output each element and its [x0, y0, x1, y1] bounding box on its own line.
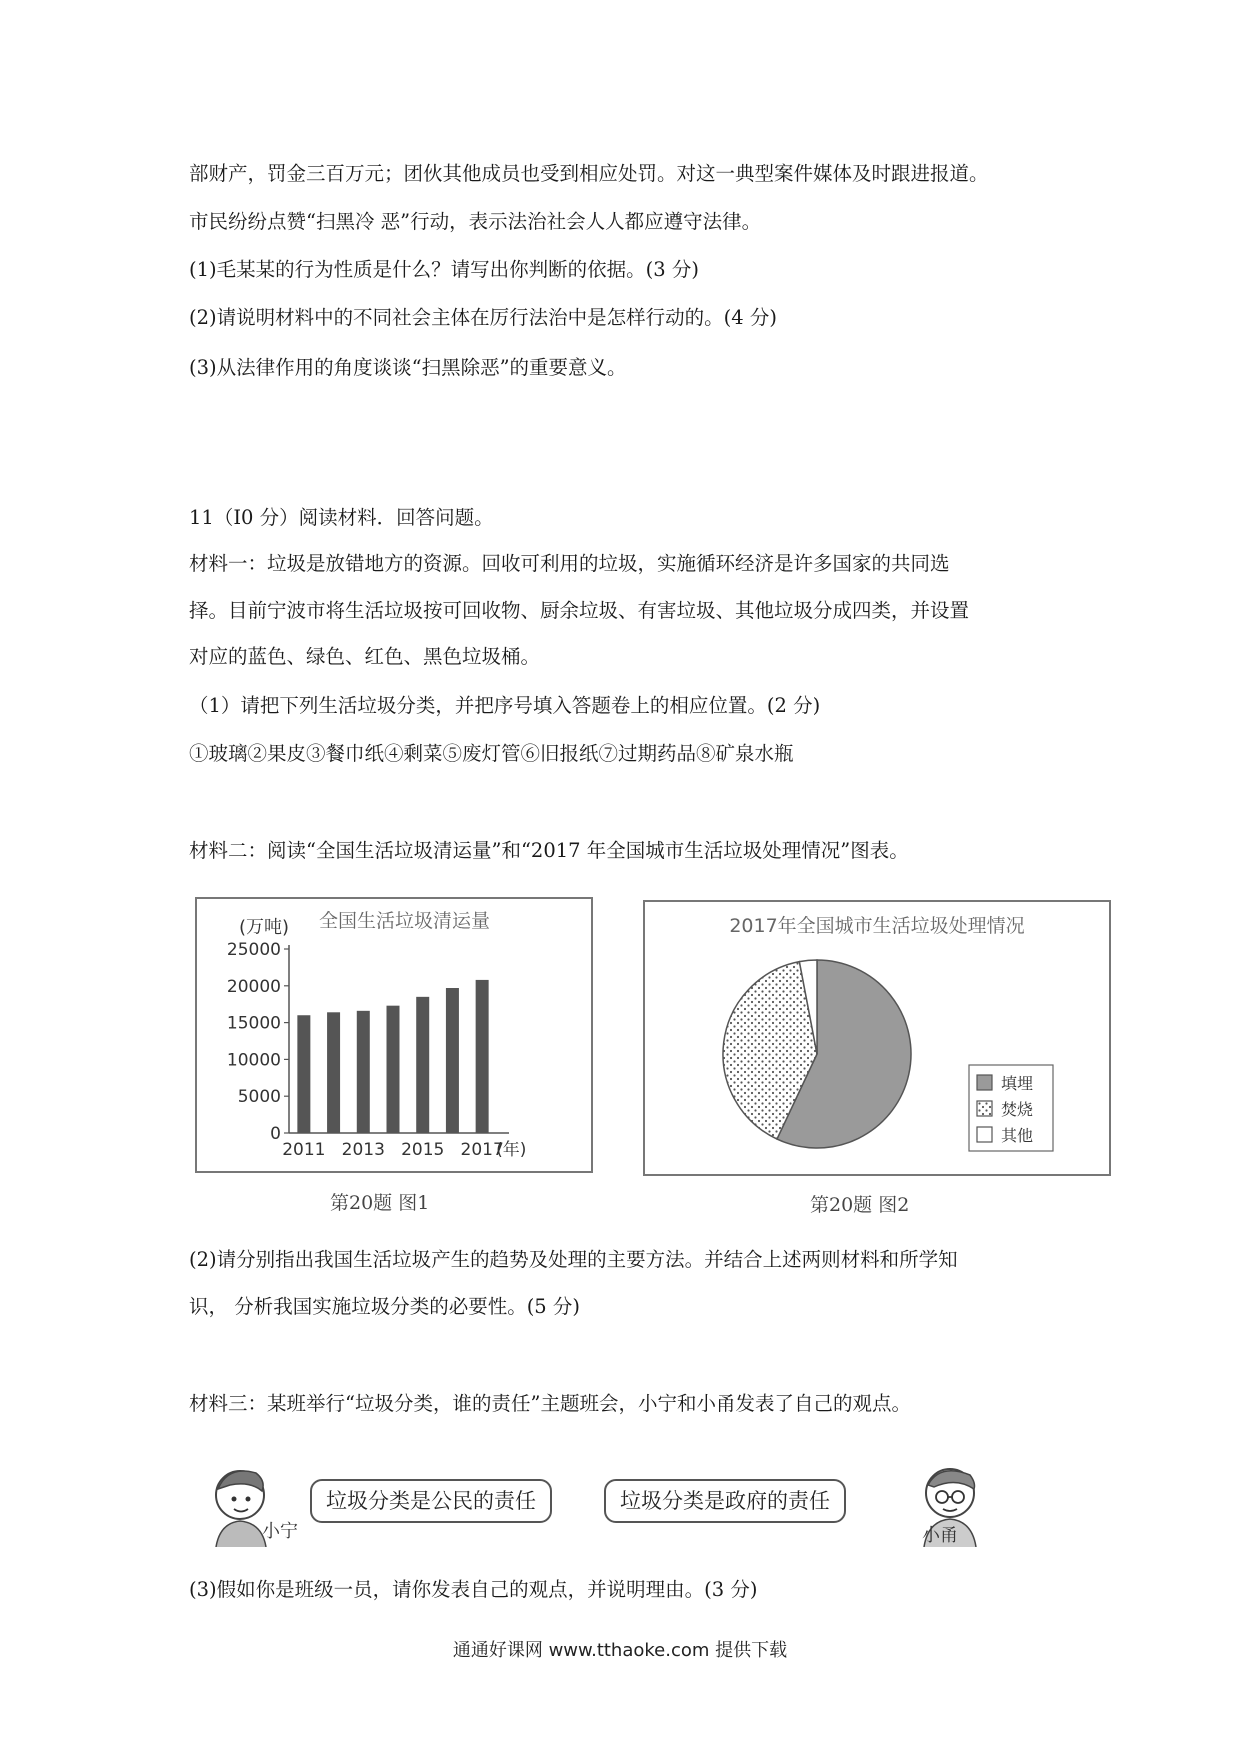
pie-chart-title: 2017年全国城市生活垃圾处理情况 [729, 915, 1025, 937]
bar-chart-xtick-label: 2015 [401, 1140, 445, 1160]
material-1-line-3: 对应的蓝色、绿色、红色、黑色垃圾桶。 [189, 645, 541, 668]
bar-chart-xtick-label: 2017 [460, 1140, 504, 1160]
pie-legend-label-2: 其他 [1001, 1126, 1034, 1145]
bar-chart-xtick-label: 2013 [341, 1140, 385, 1160]
figure-1-caption: 第20题 图1 [330, 1192, 430, 1214]
bar-2013 [357, 1011, 370, 1133]
bar-2011 [297, 1015, 310, 1133]
bar-chart-ytick-label: 0 [270, 1124, 281, 1144]
pie-legend-label-1: 焚烧 [1001, 1100, 1034, 1119]
sub-question-2-line-2: 识， 分析我国实施垃圾分类的必要性。(5 分) [189, 1295, 581, 1318]
sub-question-3: (3)假如你是班级一员，请你发表自己的观点，并说明理由。(3 分) [189, 1578, 758, 1601]
bar-chart-ytick-label: 20000 [226, 976, 281, 997]
text-line-2: 市民纷纷点赞“扫黑冷 恶”行动，表示法治社会人人都应遵守法律。 [189, 210, 762, 233]
bar-2017 [476, 980, 489, 1133]
figure-2-caption: 第20题 图2 [810, 1194, 910, 1216]
bar-2016 [446, 988, 459, 1133]
sub-question-1: （1）请把下列生活垃圾分类，并把序号填入答题卷上的相应位置。(2 分) [189, 694, 821, 717]
speech-bubble-xiaoning: 垃圾分类是公民的责任 [310, 1479, 552, 1523]
bar-chart [197, 899, 591, 1171]
bar-2012 [327, 1012, 340, 1133]
garbage-items-list: ①玻璃②果皮③餐巾纸④剩菜⑤废灯管⑥旧报纸⑦过期药品⑧矿泉水瓶 [189, 742, 794, 765]
question-11-heading: 11（I0 分）阅读材料．回答问题。 [189, 506, 494, 529]
material-2: 材料二：阅读“全国生活垃圾清运量”和“2017 年全国城市生活垃圾处理情况”图表。 [189, 839, 909, 862]
pie-chart-frame [643, 900, 1111, 1176]
bar-chart-ytick-label: 5000 [237, 1087, 281, 1108]
bar-chart-ytick-label: 15000 [226, 1013, 281, 1034]
pie-legend-label-0: 填埋 [1001, 1074, 1034, 1093]
question-3: (3)从法律作用的角度谈谈“扫黑除恶”的重要意义。 [189, 356, 627, 379]
bar-chart-xtick-label: 2011 [282, 1140, 326, 1160]
footer-source: 通通好课网 www.tthaoke.com 提供下载 [452, 1640, 788, 1661]
bar-chart-ylabel: (万吨) [239, 917, 290, 938]
student-xiaoning-name: 小宁 [262, 1521, 298, 1542]
bar-2015 [416, 997, 429, 1133]
pie-chart [645, 902, 1109, 1174]
pie-legend-swatch-1 [977, 1101, 992, 1116]
dialogue-illustration [200, 1455, 1000, 1547]
text-line-1: 部财产，罚金三百万元；团伙其他成员也受到相应处罚。对这一典型案件媒体及时跟进报道。 [189, 162, 989, 185]
question-2: (2)请说明材料中的不同社会主体在厉行法治中是怎样行动的。(4 分) [189, 306, 777, 329]
material-1-line-2: 择。目前宁波市将生活垃圾按可回收物、厨余垃圾、有害垃圾、其他垃圾分成四类，并设置 [189, 599, 970, 622]
sub-question-2-line-1: (2)请分别指出我国生活垃圾产生的趋势及处理的主要方法。并结合上述两则材料和所学知 [189, 1248, 958, 1271]
pie-legend-swatch-0 [977, 1075, 992, 1090]
bar-chart-ytick-label: 25000 [226, 940, 281, 960]
bar-chart-frame [195, 897, 593, 1173]
material-1-line-1: 材料一：垃圾是放错地方的资源。回收可利用的垃圾，实施循环经济是许多国家的共同选 [189, 552, 950, 575]
student-xiaoyong-name: 小甬 [922, 1525, 958, 1546]
bar-2014 [387, 1006, 400, 1133]
question-1: (1)毛某某的行为性质是什么？请写出你判断的依据。(3 分) [189, 258, 699, 281]
pie-legend-swatch-2 [977, 1127, 992, 1142]
bar-chart-ytick-label: 10000 [226, 1050, 281, 1071]
bar-chart-xlabel: (年) [496, 1140, 527, 1160]
material-3: 材料三：某班举行“垃圾分类，谁的责任”主题班会，小宁和小甬发表了自己的观点。 [189, 1392, 911, 1415]
bar-chart-title: 全国生活垃圾清运量 [319, 910, 491, 932]
speech-bubble-xiaoyong: 垃圾分类是政府的责任 [604, 1479, 846, 1523]
